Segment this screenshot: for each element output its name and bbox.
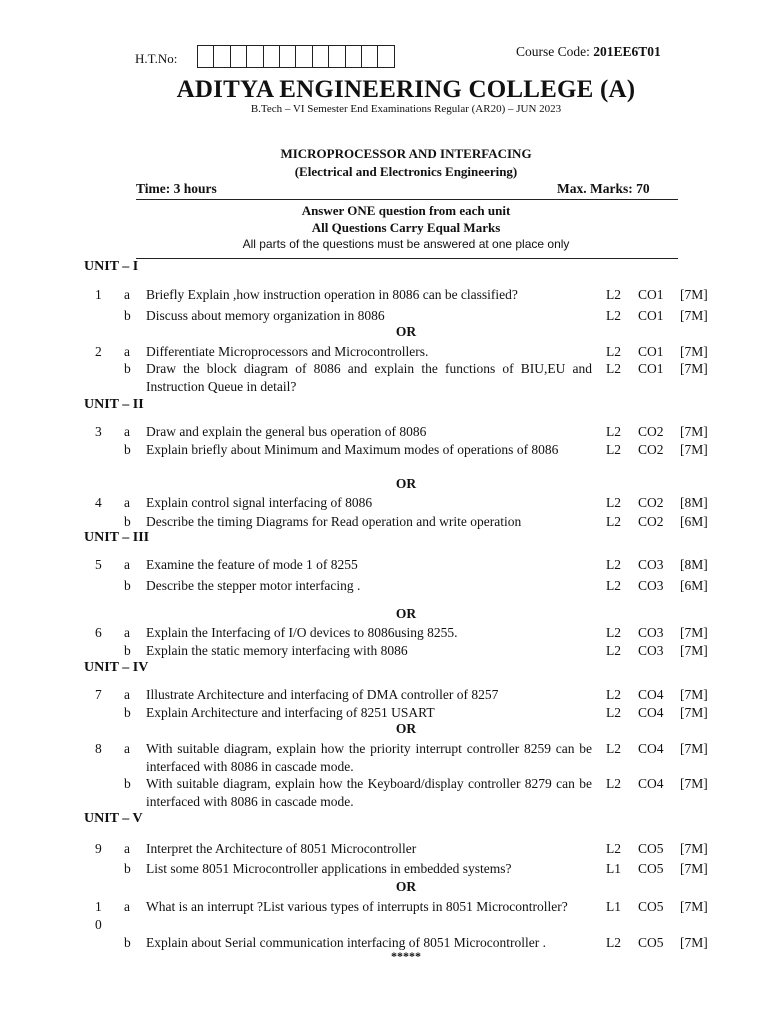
bloom-level: L2: [606, 557, 621, 572]
question-part: b: [124, 578, 131, 593]
question-part: b: [124, 935, 131, 950]
question-marks: [8M]: [680, 557, 708, 572]
bloom-level: L2: [606, 514, 621, 529]
question-part: b: [124, 705, 131, 720]
instruction-divider: [136, 258, 678, 259]
unit-heading: UNIT – V: [84, 811, 143, 826]
question-marks: [7M]: [680, 287, 708, 302]
course-outcome: CO2: [638, 495, 664, 510]
course-outcome: CO1: [638, 344, 664, 359]
course-outcome: CO5: [638, 899, 664, 914]
bloom-level: L2: [606, 841, 621, 856]
end-mark: *****: [391, 949, 421, 963]
course-outcome: CO5: [638, 935, 664, 950]
question-marks: [7M]: [680, 935, 708, 950]
max-marks: Max. Marks: 70: [557, 181, 650, 196]
question-number: 5: [95, 557, 102, 572]
question-text: Explain briefly about Minimum and Maximum modes of operations of 8086: [146, 442, 559, 457]
hall-ticket-box[interactable]: [377, 45, 394, 68]
question-part: b: [124, 514, 131, 529]
instruction-1: Answer ONE question from each unit: [301, 203, 511, 218]
question-part: a: [124, 344, 130, 359]
question-part: a: [124, 841, 130, 856]
question-text: With suitable diagram, explain how the priority interrupt controller 8259 can be interfaced with 8086 in cascade mode.: [146, 741, 592, 774]
exam-time: Time: 3 hours: [136, 181, 217, 196]
bloom-level: L2: [606, 361, 621, 376]
question-text: Explain control signal interfacing of 8086: [146, 495, 373, 510]
question-marks: [7M]: [680, 776, 708, 791]
hall-ticket-boxes: [198, 45, 395, 68]
or-divider: OR: [395, 324, 417, 339]
question-part: a: [124, 741, 130, 756]
question-text: Explain about Serial communication interfacing of 8051 Microcontroller .: [146, 935, 547, 950]
question-text: Explain the Interfacing of I/O devices to 8086using 8255.: [146, 625, 458, 640]
question-text: Explain the static memory interfacing with 8086: [146, 643, 408, 658]
course-outcome: CO1: [638, 287, 664, 302]
hall-ticket-box[interactable]: [295, 45, 312, 68]
question-marks: [7M]: [680, 687, 708, 702]
question-text: Explain Architecture and interfacing of 8251 USART: [146, 705, 435, 720]
question-text: Interpret the Architecture of 8051 Microcontroller: [146, 841, 417, 856]
question-text: Examine the feature of mode 1 of 8255: [146, 557, 358, 572]
course-outcome: CO2: [638, 442, 664, 457]
course-outcome: CO3: [638, 643, 664, 658]
college-name: ADITYA ENGINEERING COLLEGE (A): [176, 76, 636, 103]
unit-heading: UNIT – III: [84, 530, 150, 545]
bloom-level: L2: [606, 643, 621, 658]
course-code-label: Course Code:: [516, 44, 590, 59]
unit-heading: UNIT – II: [84, 397, 144, 412]
header-divider: [136, 199, 678, 200]
course-outcome: CO4: [638, 741, 664, 756]
hall-ticket-box[interactable]: [197, 45, 214, 68]
question-text: Describe the timing Diagrams for Read operation and write operation: [146, 514, 522, 529]
course-outcome: CO5: [638, 861, 664, 876]
unit-heading: UNIT – I: [84, 259, 139, 274]
hall-ticket-label: H.T.No:: [135, 51, 178, 66]
question-number: 8: [95, 741, 102, 756]
question-number: 7: [95, 687, 102, 702]
question-marks: [7M]: [680, 861, 708, 876]
question-number: 9: [95, 841, 102, 856]
course-outcome: CO1: [638, 308, 664, 323]
bloom-level: L2: [606, 344, 621, 359]
bloom-level: L2: [606, 935, 621, 950]
question-part: a: [124, 424, 130, 439]
course-outcome: CO4: [638, 776, 664, 791]
hall-ticket-box[interactable]: [263, 45, 280, 68]
question-text: What is an interrupt ?List various types of interrupts in 8051 Microcontroller?: [146, 899, 568, 914]
course-outcome: CO3: [638, 625, 664, 640]
question-marks: [7M]: [680, 442, 708, 457]
question-marks: [7M]: [680, 344, 708, 359]
hall-ticket-box[interactable]: [312, 45, 329, 68]
course-outcome: CO1: [638, 361, 664, 376]
question-number: 1: [95, 287, 102, 302]
question-text: Describe the stepper motor interfacing .: [146, 578, 361, 593]
hall-ticket-box[interactable]: [328, 45, 345, 68]
question-part: a: [124, 287, 130, 302]
question-marks: [7M]: [680, 841, 708, 856]
subject-title: MICROPROCESSOR AND INTERFACING: [280, 146, 532, 161]
question-text: Illustrate Architecture and interfacing of DMA controller of 8257: [146, 687, 499, 702]
question-marks: [7M]: [680, 705, 708, 720]
question-text: With suitable diagram, explain how the Keyboard/display controller 8279 can be interfaced with 8086 in cascade mode.: [146, 776, 592, 809]
bloom-level: L2: [606, 442, 621, 457]
question-marks: [7M]: [680, 741, 708, 756]
course-outcome: CO3: [638, 557, 664, 572]
hall-ticket-box[interactable]: [213, 45, 230, 68]
question-marks: [7M]: [680, 625, 708, 640]
question-marks: [8M]: [680, 495, 708, 510]
bloom-level: L2: [606, 741, 621, 756]
question-part: a: [124, 899, 130, 914]
question-text: Draw and explain the general bus operation of 8086: [146, 424, 427, 439]
bloom-level: L2: [606, 287, 621, 302]
question-part: b: [124, 861, 131, 876]
instruction-2: All Questions Carry Equal Marks: [311, 220, 501, 235]
question-number: 4: [95, 495, 102, 510]
branch-title: (Electrical and Electronics Engineering): [294, 164, 518, 179]
question-marks: [6M]: [680, 514, 708, 529]
question-marks: [7M]: [680, 424, 708, 439]
question-text: List some 8051 Microcontroller applications in embedded systems?: [146, 861, 512, 876]
question-number: 6: [95, 625, 102, 640]
bloom-level: L2: [606, 308, 621, 323]
question-part: a: [124, 687, 130, 702]
question-number: 1 0: [95, 899, 102, 932]
bloom-level: L2: [606, 705, 621, 720]
bloom-level: L1: [606, 861, 621, 876]
or-divider: OR: [395, 606, 417, 621]
instruction-3: All parts of the questions must be answered at one place only: [242, 237, 570, 251]
bloom-level: L2: [606, 687, 621, 702]
question-text: Differentiate Microprocessors and Microcontrollers.: [146, 344, 429, 359]
question-part: b: [124, 776, 131, 791]
bloom-level: L2: [606, 495, 621, 510]
question-marks: [6M]: [680, 578, 708, 593]
hall-ticket-box[interactable]: [246, 45, 263, 68]
hall-ticket-box[interactable]: [361, 45, 378, 68]
hall-ticket-box[interactable]: [230, 45, 247, 68]
question-number: 3: [95, 424, 102, 439]
question-part: a: [124, 557, 130, 572]
course-outcome: CO4: [638, 705, 664, 720]
hall-ticket-box[interactable]: [279, 45, 296, 68]
question-part: b: [124, 361, 131, 376]
or-divider: OR: [395, 879, 417, 894]
exam-title: B.Tech – VI Semester End Examinations Regular (AR20) – JUN 2023: [250, 103, 562, 115]
bloom-level: L2: [606, 776, 621, 791]
question-part: a: [124, 625, 130, 640]
question-text: Draw the block diagram of 8086 and explain the functions of BIU,EU and Instruction Queue in detail?: [146, 361, 592, 394]
bloom-level: L2: [606, 578, 621, 593]
bloom-level: L2: [606, 625, 621, 640]
question-marks: [7M]: [680, 643, 708, 658]
question-text: Briefly Explain ,how instruction operation in 8086 can be classified?: [146, 287, 518, 302]
question-marks: [7M]: [680, 899, 708, 914]
course-outcome: CO2: [638, 514, 664, 529]
or-divider: OR: [395, 476, 417, 491]
question-part: b: [124, 643, 131, 658]
unit-heading: UNIT – IV: [84, 660, 149, 675]
question-part: b: [124, 442, 131, 457]
course-code: [516, 44, 661, 60]
question-text: Discuss about memory organization in 8086: [146, 308, 385, 323]
course-outcome: CO3: [638, 578, 664, 593]
hall-ticket-box[interactable]: [345, 45, 362, 68]
question-part: b: [124, 308, 131, 323]
question-marks: [7M]: [680, 308, 708, 323]
or-divider: OR: [395, 721, 417, 736]
bloom-level: L2: [606, 424, 621, 439]
question-marks: [7M]: [680, 361, 708, 376]
bloom-level: L1: [606, 899, 621, 914]
course-code-value: 201EE6T01: [593, 44, 661, 59]
course-outcome: CO4: [638, 687, 664, 702]
course-outcome: CO2: [638, 424, 664, 439]
question-number: 2: [95, 344, 102, 359]
question-part: a: [124, 495, 130, 510]
course-outcome: CO5: [638, 841, 664, 856]
